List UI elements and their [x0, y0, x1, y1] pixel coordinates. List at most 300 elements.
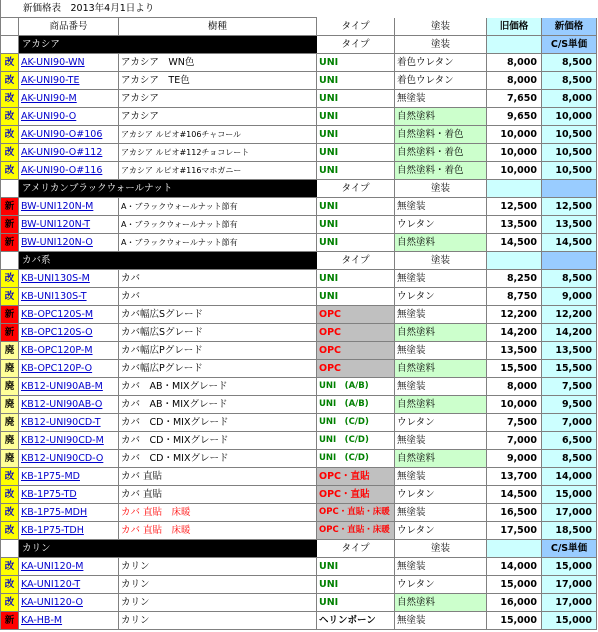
- old-price-cell[interactable]: 14,500: [487, 234, 542, 252]
- product-code-cell[interactable]: [19, 90, 119, 108]
- old-price-cell[interactable]: 15,500: [487, 360, 542, 378]
- product-code-cell[interactable]: [19, 378, 119, 396]
- table-row: [0, 126, 598, 144]
- product-code-cell[interactable]: [19, 234, 119, 252]
- table-row: [0, 396, 598, 414]
- old-price-cell[interactable]: 14,500: [487, 486, 542, 504]
- species-cell[interactable]: カバ AB・MIXグレード: [119, 396, 317, 414]
- table-row: [0, 324, 598, 342]
- old-price-cell[interactable]: 12,500: [487, 198, 542, 216]
- status-badge[interactable]: 新: [0, 306, 19, 324]
- section-type-label[interactable]: タイプ: [317, 36, 395, 54]
- species-cell[interactable]: カバ CD・MIXグレード: [119, 432, 317, 450]
- type-cell[interactable]: OPC: [317, 306, 395, 324]
- species-cell[interactable]: A・ブラックウォールナット節有: [119, 234, 317, 252]
- product-code-link[interactable]: KB-UNI130S-T: [21, 291, 87, 302]
- old-price-cell[interactable]: 13,500: [487, 216, 542, 234]
- product-code-link[interactable]: KB-OPC120S-O: [21, 327, 93, 338]
- type-cell[interactable]: OPC・直貼・床暖: [317, 522, 395, 540]
- coating-cell[interactable]: 無塗装: [395, 612, 487, 630]
- new-price-cell[interactable]: 15,000: [542, 486, 597, 504]
- type-cell[interactable]: UNI (C/D): [317, 450, 395, 468]
- status-badge[interactable]: 改: [0, 504, 19, 522]
- old-price-cell[interactable]: 7,500: [487, 414, 542, 432]
- new-price-cell[interactable]: 8,500: [542, 72, 597, 90]
- species-cell[interactable]: カバ AB・MIXグレード: [119, 378, 317, 396]
- status-badge[interactable]: 廃: [0, 360, 19, 378]
- type-cell[interactable]: OPC・直貼: [317, 468, 395, 486]
- status-badge[interactable]: 改: [0, 72, 19, 90]
- status-badge[interactable]: 廃: [0, 342, 19, 360]
- status-badge[interactable]: 改: [0, 468, 19, 486]
- species-cell[interactable]: カバ幅広Pグレード: [119, 360, 317, 378]
- coating-cell[interactable]: 無塗装: [395, 90, 487, 108]
- table-row: [0, 594, 598, 612]
- old-price-cell[interactable]: 8,000: [487, 378, 542, 396]
- product-code-link[interactable]: KB12-UNI90CD-T: [21, 417, 101, 428]
- new-price-cell[interactable]: 8,500: [542, 450, 597, 468]
- product-code-link[interactable]: KB-OPC120P-O: [21, 363, 93, 374]
- section-coating-label[interactable]: 塗装: [395, 180, 487, 198]
- section-badge-cell[interactable]: [0, 540, 19, 558]
- product-code-link[interactable]: KB12-UNI90CD-M: [21, 435, 104, 446]
- header-new-price[interactable]: 新価格: [542, 18, 597, 36]
- table-row: [0, 72, 598, 90]
- type-cell[interactable]: UNI: [317, 126, 395, 144]
- section-coating-label[interactable]: 塗装: [395, 36, 487, 54]
- status-badge[interactable]: 新: [0, 234, 19, 252]
- status-badge[interactable]: 改: [0, 126, 19, 144]
- table-row: [0, 612, 598, 630]
- coating-cell[interactable]: ウレタン: [395, 522, 487, 540]
- coating-cell[interactable]: ウレタン: [395, 288, 487, 306]
- table-row: [0, 558, 598, 576]
- section-new-price-label[interactable]: [542, 180, 597, 198]
- new-price-cell[interactable]: 17,000: [542, 594, 597, 612]
- product-code-link[interactable]: AK-UNI90-WN: [21, 57, 85, 68]
- section-header-row: [0, 36, 598, 54]
- table-row: [0, 306, 598, 324]
- type-cell[interactable]: UNI: [317, 54, 395, 72]
- type-cell[interactable]: ヘリンボーン: [317, 612, 395, 630]
- old-price-cell[interactable]: 7,650: [487, 90, 542, 108]
- type-cell[interactable]: UNI: [317, 162, 395, 180]
- new-price-cell[interactable]: 14,000: [542, 468, 597, 486]
- species-cell[interactable]: カバ幅広Sグレード: [119, 324, 317, 342]
- type-cell[interactable]: UNI: [317, 72, 395, 90]
- product-code-cell[interactable]: [19, 144, 119, 162]
- table-row: [0, 576, 598, 594]
- table-row: [0, 108, 598, 126]
- type-cell[interactable]: OPC: [317, 360, 395, 378]
- coating-cell[interactable]: 無塗装: [395, 468, 487, 486]
- type-cell[interactable]: UNI: [317, 576, 395, 594]
- coating-cell[interactable]: 自然塗料・着色: [395, 162, 487, 180]
- new-price-cell[interactable]: 12,500: [542, 198, 597, 216]
- product-code-link[interactable]: AK-UNI90-O: [21, 111, 77, 122]
- table-row: [0, 414, 598, 432]
- status-badge[interactable]: 改: [0, 54, 19, 72]
- type-cell[interactable]: UNI (A/B): [317, 378, 395, 396]
- new-price-cell[interactable]: 14,500: [542, 234, 597, 252]
- product-code-link[interactable]: KB-1P75-MD: [21, 471, 80, 482]
- section-coating-label[interactable]: 塗装: [395, 540, 487, 558]
- header-old-price[interactable]: 旧価格: [487, 18, 542, 36]
- header-species[interactable]: 樹種: [119, 18, 317, 36]
- species-cell[interactable]: カバ 直貼: [119, 486, 317, 504]
- table-row: [0, 450, 598, 468]
- species-cell[interactable]: カバ 直貼: [119, 468, 317, 486]
- header-row: [0, 18, 598, 36]
- section-badge-cell[interactable]: [0, 36, 19, 54]
- title-row-margin[interactable]: [0, 0, 19, 18]
- table-row: [0, 342, 598, 360]
- old-price-cell[interactable]: 16,500: [487, 504, 542, 522]
- new-price-cell[interactable]: 12,200: [542, 306, 597, 324]
- status-badge[interactable]: 新: [0, 324, 19, 342]
- product-code-cell[interactable]: [19, 558, 119, 576]
- section-type-label[interactable]: タイプ: [317, 540, 395, 558]
- type-cell[interactable]: UNI (C/D): [317, 414, 395, 432]
- product-code-cell[interactable]: [19, 432, 119, 450]
- type-cell[interactable]: UNI: [317, 108, 395, 126]
- table-row: [0, 468, 598, 486]
- old-price-cell[interactable]: 10,000: [487, 126, 542, 144]
- table-row: [0, 198, 598, 216]
- species-cell[interactable]: カバ: [119, 288, 317, 306]
- product-code-cell[interactable]: [19, 342, 119, 360]
- table-row: [0, 432, 598, 450]
- new-price-cell[interactable]: 18,500: [542, 522, 597, 540]
- product-code-cell[interactable]: [19, 306, 119, 324]
- old-price-cell[interactable]: 8,000: [487, 72, 542, 90]
- status-badge[interactable]: 改: [0, 576, 19, 594]
- table-row: [0, 144, 598, 162]
- product-code-cell[interactable]: [19, 72, 119, 90]
- section-new-price-label[interactable]: C/S単価: [542, 36, 597, 54]
- section-name[interactable]: カバ系: [19, 252, 317, 270]
- old-price-cell[interactable]: 9,000: [487, 450, 542, 468]
- header-coating[interactable]: 塗装: [395, 18, 487, 36]
- old-price-cell[interactable]: 15,000: [487, 612, 542, 630]
- section-header-row: [0, 252, 598, 270]
- new-price-cell[interactable]: 10,500: [542, 162, 597, 180]
- coating-cell[interactable]: ウレタン: [395, 576, 487, 594]
- status-badge[interactable]: 改: [0, 288, 19, 306]
- section-old-price-cell[interactable]: [487, 180, 542, 198]
- product-code-link[interactable]: KB-OPC120S-M: [21, 309, 94, 320]
- coating-cell[interactable]: 着色ウレタン: [395, 72, 487, 90]
- coating-cell[interactable]: 無塗装: [395, 270, 487, 288]
- product-code-cell[interactable]: [19, 576, 119, 594]
- status-badge[interactable]: 改: [0, 522, 19, 540]
- coating-cell[interactable]: ウレタン: [395, 216, 487, 234]
- species-cell[interactable]: カバ幅広Pグレード: [119, 342, 317, 360]
- product-code-cell[interactable]: [19, 504, 119, 522]
- section-header-row: [0, 180, 598, 198]
- coating-cell[interactable]: 自然塗料: [395, 324, 487, 342]
- section-old-price-cell[interactable]: [487, 252, 542, 270]
- species-cell[interactable]: A・ブラックウォールナット節有: [119, 216, 317, 234]
- product-code-cell[interactable]: [19, 360, 119, 378]
- table-row: [0, 360, 598, 378]
- status-badge[interactable]: 改: [0, 486, 19, 504]
- sheet-title[interactable]: 新価格表 2013年4月1日より: [19, 0, 317, 18]
- section-type-label[interactable]: タイプ: [317, 180, 395, 198]
- type-cell[interactable]: UNI: [317, 558, 395, 576]
- species-cell[interactable]: アカシア ルピオ#112チョコレート: [119, 144, 317, 162]
- old-price-cell[interactable]: 8,750: [487, 288, 542, 306]
- section-name[interactable]: アカシア: [19, 36, 317, 54]
- type-cell[interactable]: OPC・直貼・床暖: [317, 504, 395, 522]
- species-cell[interactable]: カリン: [119, 594, 317, 612]
- new-price-cell[interactable]: 10,500: [542, 144, 597, 162]
- type-cell[interactable]: OPC: [317, 342, 395, 360]
- header-badge-cell[interactable]: [0, 18, 19, 36]
- old-price-cell[interactable]: 17,500: [487, 522, 542, 540]
- coating-cell[interactable]: 無塗装: [395, 342, 487, 360]
- section-old-price-cell[interactable]: [487, 540, 542, 558]
- section-new-price-label[interactable]: C/S単価: [542, 540, 597, 558]
- section-coating-label[interactable]: 塗装: [395, 252, 487, 270]
- new-price-cell[interactable]: 13,500: [542, 342, 597, 360]
- section-old-price-cell[interactable]: [487, 36, 542, 54]
- product-code-link[interactable]: AK-UNI90-O#106: [21, 129, 103, 140]
- header-type[interactable]: タイプ: [317, 18, 395, 36]
- product-code-link[interactable]: AK-UNI90-M: [21, 93, 77, 104]
- product-code-cell[interactable]: [19, 396, 119, 414]
- species-cell[interactable]: カバ幅広Sグレード: [119, 306, 317, 324]
- product-code-cell[interactable]: [19, 270, 119, 288]
- species-cell[interactable]: アカシア: [119, 108, 317, 126]
- species-cell[interactable]: アカシア ルピオ#106チャコール: [119, 126, 317, 144]
- product-code-cell[interactable]: [19, 450, 119, 468]
- product-code-cell[interactable]: [19, 594, 119, 612]
- old-price-cell[interactable]: 8,000: [487, 54, 542, 72]
- status-badge[interactable]: 改: [0, 162, 19, 180]
- type-cell[interactable]: OPC: [317, 324, 395, 342]
- type-cell[interactable]: UNI: [317, 216, 395, 234]
- species-cell[interactable]: アカシア: [119, 90, 317, 108]
- new-price-cell[interactable]: 15,500: [542, 360, 597, 378]
- old-price-cell[interactable]: 13,500: [487, 342, 542, 360]
- product-code-link[interactable]: KA-UNI120-M: [21, 561, 84, 572]
- status-badge[interactable]: 改: [0, 270, 19, 288]
- species-cell[interactable]: アカシア WN色: [119, 54, 317, 72]
- new-price-cell[interactable]: 8,500: [542, 54, 597, 72]
- product-code-link[interactable]: KA-UNI120-T: [21, 579, 81, 590]
- coating-cell[interactable]: 着色ウレタン: [395, 54, 487, 72]
- status-badge[interactable]: 廃: [0, 450, 19, 468]
- species-cell[interactable]: A・ブラックウォールナット節有: [119, 198, 317, 216]
- product-code-link[interactable]: KB12-UNI90CD-O: [21, 453, 104, 464]
- species-cell[interactable]: カリン: [119, 558, 317, 576]
- old-price-cell[interactable]: 14,000: [487, 558, 542, 576]
- table-row: [0, 486, 598, 504]
- product-code-cell[interactable]: [19, 288, 119, 306]
- type-cell[interactable]: UNI (C/D): [317, 432, 395, 450]
- new-price-cell[interactable]: 7,500: [542, 378, 597, 396]
- table-row: [0, 378, 598, 396]
- status-badge[interactable]: 廃: [0, 414, 19, 432]
- section-name[interactable]: カリン: [19, 540, 317, 558]
- status-badge[interactable]: 廃: [0, 396, 19, 414]
- section-badge-cell[interactable]: [0, 252, 19, 270]
- species-cell[interactable]: アカシア TE色: [119, 72, 317, 90]
- coating-cell[interactable]: 無塗装: [395, 558, 487, 576]
- status-badge[interactable]: 新: [0, 198, 19, 216]
- coating-cell[interactable]: 自然塗料: [395, 108, 487, 126]
- product-code-cell[interactable]: [19, 162, 119, 180]
- species-cell[interactable]: カバ 直貼 床暖: [119, 522, 317, 540]
- product-code-link[interactable]: KB-1P75-TD: [21, 489, 77, 500]
- status-badge[interactable]: 新: [0, 216, 19, 234]
- coating-cell[interactable]: ウレタン: [395, 414, 487, 432]
- type-cell[interactable]: UNI: [317, 270, 395, 288]
- product-code-link[interactable]: KB-1P75-TDH: [21, 525, 84, 536]
- coating-cell[interactable]: 無塗装: [395, 198, 487, 216]
- section-type-label[interactable]: タイプ: [317, 252, 395, 270]
- section-badge-cell[interactable]: [0, 180, 19, 198]
- product-code-link[interactable]: KA-HB-M: [21, 615, 63, 626]
- type-cell[interactable]: UNI: [317, 288, 395, 306]
- table-row: [0, 288, 598, 306]
- old-price-cell[interactable]: 8,250: [487, 270, 542, 288]
- coating-cell[interactable]: 自然塗料: [395, 234, 487, 252]
- type-cell[interactable]: OPC・直貼: [317, 486, 395, 504]
- table-row: [0, 90, 598, 108]
- status-badge[interactable]: 改: [0, 108, 19, 126]
- old-price-cell[interactable]: 10,000: [487, 396, 542, 414]
- product-code-link[interactable]: KA-UNI120-O: [21, 597, 83, 608]
- old-price-cell[interactable]: 10,000: [487, 144, 542, 162]
- product-code-link[interactable]: AK-UNI90-O#116: [21, 165, 103, 176]
- type-cell[interactable]: UNI: [317, 90, 395, 108]
- species-cell[interactable]: カバ CD・MIXグレード: [119, 450, 317, 468]
- new-price-cell[interactable]: 9,000: [542, 288, 597, 306]
- coating-cell[interactable]: 自然塗料・着色: [395, 144, 487, 162]
- type-cell[interactable]: UNI: [317, 198, 395, 216]
- new-price-cell[interactable]: 10,500: [542, 126, 597, 144]
- table-row: [0, 504, 598, 522]
- product-code-link[interactable]: BW-UNI120N-M: [21, 201, 94, 212]
- new-price-cell[interactable]: 17,000: [542, 504, 597, 522]
- table-row: [0, 270, 598, 288]
- coating-cell[interactable]: ウレタン: [395, 486, 487, 504]
- old-price-cell[interactable]: 12,200: [487, 306, 542, 324]
- new-price-cell[interactable]: 14,200: [542, 324, 597, 342]
- species-cell[interactable]: カリン: [119, 576, 317, 594]
- product-code-cell[interactable]: [19, 414, 119, 432]
- coating-cell[interactable]: 自然塗料: [395, 450, 487, 468]
- product-code-cell[interactable]: [19, 486, 119, 504]
- coating-cell[interactable]: 無塗装: [395, 378, 487, 396]
- new-price-cell[interactable]: 15,000: [542, 612, 597, 630]
- old-price-cell[interactable]: 15,000: [487, 576, 542, 594]
- table-row: [0, 162, 598, 180]
- species-cell[interactable]: カバ 直貼 床暖: [119, 504, 317, 522]
- status-badge[interactable]: 改: [0, 144, 19, 162]
- coating-cell[interactable]: 自然塗料: [395, 396, 487, 414]
- product-code-link[interactable]: KB-OPC120P-M: [21, 345, 93, 356]
- coating-cell[interactable]: 自然塗料: [395, 360, 487, 378]
- product-code-cell[interactable]: [19, 468, 119, 486]
- old-price-cell[interactable]: 14,200: [487, 324, 542, 342]
- product-code-link[interactable]: KB-1P75-MDH: [21, 507, 88, 518]
- coating-cell[interactable]: 無塗装: [395, 504, 487, 522]
- type-cell[interactable]: UNI: [317, 594, 395, 612]
- coating-cell[interactable]: 自然塗料: [395, 594, 487, 612]
- product-code-link[interactable]: KB-UNI130S-M: [21, 273, 90, 284]
- species-cell[interactable]: カバ: [119, 270, 317, 288]
- product-code-cell[interactable]: [19, 54, 119, 72]
- coating-cell[interactable]: 無塗装: [395, 432, 487, 450]
- section-header-row: [0, 540, 598, 558]
- species-cell[interactable]: カリン: [119, 612, 317, 630]
- new-price-cell[interactable]: 10,000: [542, 108, 597, 126]
- status-badge[interactable]: 改: [0, 558, 19, 576]
- header-code[interactable]: 商品番号: [19, 18, 119, 36]
- status-badge[interactable]: 改: [0, 594, 19, 612]
- new-price-cell[interactable]: 8,500: [542, 270, 597, 288]
- product-code-cell[interactable]: [19, 126, 119, 144]
- product-code-cell[interactable]: [19, 108, 119, 126]
- status-badge[interactable]: 廃: [0, 378, 19, 396]
- new-price-cell[interactable]: 9,500: [542, 396, 597, 414]
- status-badge[interactable]: 新: [0, 612, 19, 630]
- product-code-cell[interactable]: [19, 522, 119, 540]
- new-price-cell[interactable]: 6,500: [542, 432, 597, 450]
- type-cell[interactable]: UNI: [317, 234, 395, 252]
- status-badge[interactable]: 改: [0, 90, 19, 108]
- table-row: [0, 54, 598, 72]
- old-price-cell[interactable]: 10,000: [487, 162, 542, 180]
- product-code-link[interactable]: BW-UNI120N-T: [21, 219, 91, 230]
- new-price-cell[interactable]: 8,000: [542, 90, 597, 108]
- coating-cell[interactable]: 自然塗料・着色: [395, 126, 487, 144]
- new-price-cell[interactable]: 17,000: [542, 576, 597, 594]
- old-price-cell[interactable]: 7,000: [487, 432, 542, 450]
- old-price-cell[interactable]: 9,650: [487, 108, 542, 126]
- title-row: [0, 0, 598, 18]
- product-code-cell[interactable]: [19, 324, 119, 342]
- table-row: [0, 216, 598, 234]
- table-row: [0, 522, 598, 540]
- product-code-link[interactable]: BW-UNI120N-O: [21, 237, 93, 248]
- product-code-cell[interactable]: [19, 216, 119, 234]
- type-cell[interactable]: UNI (A/B): [317, 396, 395, 414]
- product-code-link[interactable]: KB12-UNI90AB-O: [21, 399, 103, 410]
- coating-cell[interactable]: 無塗装: [395, 306, 487, 324]
- product-code-cell[interactable]: [19, 612, 119, 630]
- species-cell[interactable]: アカシア ルピオ#116マホガニー: [119, 162, 317, 180]
- old-price-cell[interactable]: 16,000: [487, 594, 542, 612]
- product-code-link[interactable]: AK-UNI90-TE: [21, 75, 80, 86]
- species-cell[interactable]: カバ CD・MIXグレード: [119, 414, 317, 432]
- new-price-cell[interactable]: 7,000: [542, 414, 597, 432]
- section-new-price-label[interactable]: [542, 252, 597, 270]
- new-price-cell[interactable]: 15,000: [542, 558, 597, 576]
- old-price-cell[interactable]: 13,700: [487, 468, 542, 486]
- table-row: [0, 234, 598, 252]
- section-name[interactable]: アメリカンブラックウォールナット: [19, 180, 317, 198]
- status-badge[interactable]: 廃: [0, 432, 19, 450]
- type-cell[interactable]: UNI: [317, 144, 395, 162]
- product-code-link[interactable]: KB12-UNI90AB-M: [21, 381, 103, 392]
- new-price-cell[interactable]: 13,500: [542, 216, 597, 234]
- product-code-link[interactable]: AK-UNI90-O#112: [21, 147, 103, 158]
- product-code-cell[interactable]: [19, 198, 119, 216]
